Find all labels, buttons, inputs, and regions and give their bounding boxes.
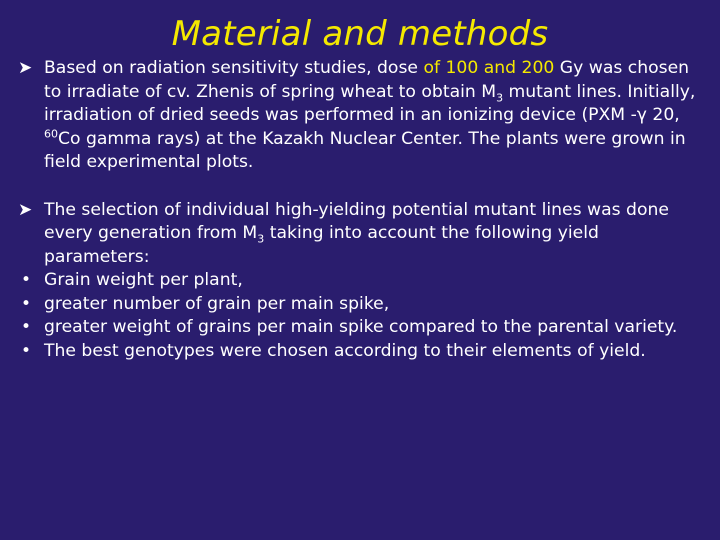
section-selection: [18, 199, 708, 270]
yield-parameters-list: [18, 269, 708, 363]
dose-highlight: of 100 and 200: [423, 58, 555, 78]
dot-bullet-icon: •: [21, 293, 32, 314]
slide-title: Material and methods: [171, 14, 549, 54]
slide-body: [18, 57, 708, 363]
list-item: • greater number of grain per main spike,: [18, 293, 708, 317]
dot-bullet-icon: •: [21, 317, 32, 337]
arrow-bullet-icon: ➤: [18, 58, 33, 78]
m3-subscript: 3: [257, 232, 265, 246]
selection-text-after: taking into account the following yield parameters:: [44, 223, 599, 267]
selection-text-before: The selection of individual high-yielding potential mutant lines was done every generation from M: [44, 199, 669, 243]
list-item: • greater weight of grains per main spike compared to the parental variety.: [18, 316, 708, 340]
text-mid: mutant lines. Initially, irradiation of dried seeds was performed in an ionizing device (PXM -γ 20,: [44, 81, 696, 125]
list-item: • Grain weight per plant,: [18, 269, 708, 293]
text-before-dose: Based on radiation sensitivity studies, dose: [44, 58, 424, 78]
section-methods-dose: [18, 57, 708, 175]
dot-bullet-icon: •: [21, 340, 32, 361]
co-superscript: 60: [44, 126, 58, 140]
text-end: Co gamma rays) at the Kazakh Nuclear Center. The plants were grown in field experimental plots.: [44, 128, 686, 172]
text-after-dose: Gy was chosen to irradiate of cv. Zhenis of spring wheat to obtain M: [44, 58, 690, 102]
list-item: • The best genotypes were chosen according to their elements of yield.: [18, 340, 708, 364]
m3-subscript: 3: [496, 90, 504, 104]
arrow-bullet-icon: ➤: [18, 199, 33, 220]
dot-bullet-icon: •: [21, 270, 32, 290]
